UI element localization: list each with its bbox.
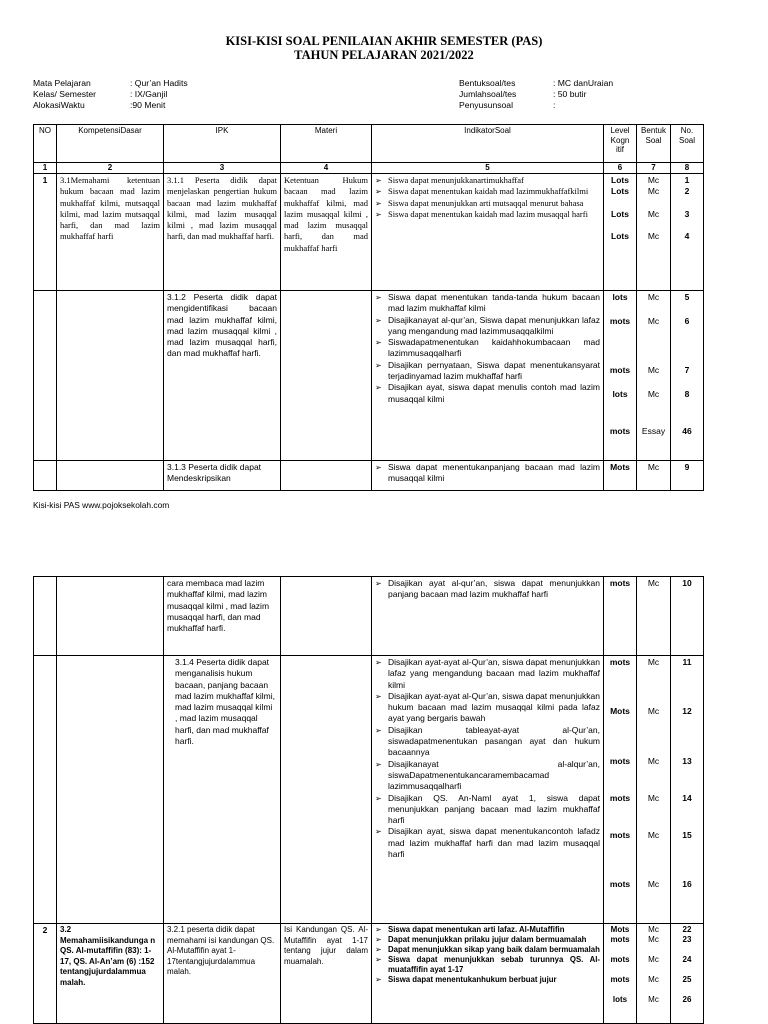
list-item: ➢ Disajikan ayat, siswa dapat menulis contoh mad lazim musaqqal kilmi xyxy=(375,382,600,405)
indikator-list xyxy=(375,578,600,601)
list-item: ➢ Disajikanayat al-qur’an, Siswa dapat menunjukkan lafaz yang mengandung mad lazimmusaqqalkilmi xyxy=(375,315,600,338)
list-item: ➢ Disajikanayat al-alqur’an, siswaDapatmenentukancaramembacamad lazimmusaqqalharfi xyxy=(375,759,600,793)
list-item: ➢ Disajikan ayat, siswa dapat menentukancontoh lafadz mad lazim mukhaffaf harfi dan mad lazim musaqqal harfi xyxy=(375,826,600,860)
header-indikator: IndikatorSoal xyxy=(372,125,604,163)
list-item: ➢ Siswa dapat menunjukkan sebab turunnya QS. Al-muataffifin ayat 1-17 xyxy=(375,955,600,975)
indikator-list xyxy=(375,175,600,220)
table-row: 1 3.1Memahami ketentuan hukum bacaan mad lazim mukhaffaf kilmi, mutsaqqal kilmi, mad lazim mutsaqqal harfi, dan mad lazim mukhaffaf harfi 3.1.1 Peserta didik dapat menjelaskan pengertian hukum bacaan mad lazim mukhaffaf kilmi, mad lazim musaqqal kilmi , mad lazim musaqqal harfi, dan mad mukhaffaf harfi. Ketentuan Hukum bacaan mad lazim mukhaffaf kilmi, mad lazim musaqqal kilmi , mad lazim musaqqal harfi, dan mad mukhaffaf harfi ➢ Siswa dapat menunjukkanartimukhaffaf ➢ Siswa dapat menentukan kaidah mad lazimmukhaffafkilmi ➢ Siswa dapat menunjukkan arti mutsaqqal menurut bahasa ➢ Siswa dapat menentukan kaidah mad lazim musaqqal harfi Lots Lots Lots Lots Mc Mc Mc Mc 1 2 3 4 xyxy=(34,174,704,291)
kisi-table-page1 xyxy=(33,124,704,491)
table-row: 3.1.4 Peserta didik dapat menganalisis hukum bacaan, panjang bacaan mad lazim mukhaffaf kilmi, mad lazim musaqqal kilmi , mad lazim musaqqal harfi, dan mad mukhaffaf harfi. ➢ Disajikan ayat-ayat al-Qur’an, siswa dapat menunjukkan lafaz yang mengandung bacaan mad lazim mukhaffaf kilmi ➢ Disajikan ayat-ayat al-Qur’an, siswa dapat menunjukkan hukum bacaan mad lazim musaqqal kilmi pada lafaz ayat yang bergaris bawah ➢ Disajikan tableayat-ayat al-Qur’an, siswadapatmenentukan pasangan ayat dan hukum bacaannya ➢ Disajikanayat al-alqur’an, siswaDapatmenentukancaramembacamad lazimmusaqqalharfi ➢ Disajikan QS. An-Naml ayat 1, siswa dapat menunjukkan panjang bacaan mad lazim mukhaffaf harfi ➢ Disajikan ayat, siswa dapat menentukancontoh lafadz mad lazim mukhaffaf harfi dan mad lazim musaqqal harfi mots Mots mots mots mots mots Mc Mc Mc Mc Mc Mc 11 12 13 14 15 16 xyxy=(34,656,704,924)
list-item: ➢ Disajikan pernyataan, Siswa dapat menentukansyarat terjadinyamad lazim mukhaffaf harfi xyxy=(375,360,600,383)
list-item: ➢ Disajikan ayat-ayat al-Qur’an, siswa dapat menunjukkan lafaz yang mengandung bacaan mad lazim mukhaffaf kilmi xyxy=(375,657,600,691)
list-item: ➢ Siswa dapat menunjukkan arti mutsaqqal menurut bahasa xyxy=(375,198,600,209)
list-item: ➢ Siswa dapat menentukanhukum berbuat jujur xyxy=(375,975,600,985)
list-item: ➢ Siswadapatmenentukan kaidahhokumbacaan mad lazimmusaqqalharfi xyxy=(375,337,600,360)
list-item: ➢ Dapat menunjukkan prilaku jujur dalam bermuamalah xyxy=(375,935,600,945)
list-item: ➢ Dapat menunjukkan sikap yang baik dalam bermuamalah xyxy=(375,945,600,955)
table-row: 3.1.3 Peserta didik dapat Mendeskripsikan ➢ Siswa dapat menentukanpanjang bacaan mad lazim musaqqal kilmi Mots Mc 9 xyxy=(34,461,704,491)
meta-left: Mata Pelajaran : Qur’an Hadits Kelas/ Semester : IX/Ganjil AlokasiWaktu :90 Menit xyxy=(33,78,188,110)
list-item: ➢ Siswa dapat menentukan kaidah mad lazimmukhaffafkilmi xyxy=(375,186,600,197)
list-item: ➢ Disajikan tableayat-ayat al-Qur’an, siswadapatmenentukan pasangan ayat dan hukum bacaannya xyxy=(375,725,600,759)
indikator-list xyxy=(375,292,600,405)
document-title: KISI-KISI SOAL PENILAIAN AKHIR SEMESTER (PAS) xyxy=(225,34,543,48)
indikator-list xyxy=(375,925,600,985)
footer-note: Kisi-kisi PAS www.pojoksekolah.com xyxy=(33,500,170,510)
list-item: ➢ Disajikan ayat-ayat al-Qur’an, siswa dapat menunjukkan hukum bacaan mad lazim musaqqal kilmi pada lafaz ayat yang bergaris bawah xyxy=(375,691,600,725)
meta-right: Bentuksoal/tes : MC danUraian Jumlahsoal/tes : 50 butir Penyusunsoal : xyxy=(459,78,614,110)
header-kd: KompetensiDasar xyxy=(57,125,164,163)
list-item: ➢ Disajikan ayat al-qur’an, siswa dapat menunjukkan panjang bacaan mad lazim mukhaffaf harfi xyxy=(375,578,600,601)
header-nosoal: No. Soal xyxy=(671,125,704,163)
list-item: ➢ Siswa dapat menunjukkanartimukhaffaf xyxy=(375,175,600,186)
header-ipk: IPK xyxy=(164,125,281,163)
document-subtitle: TAHUN PELAJARAN 2021/2022 xyxy=(294,48,474,62)
kisi-table-page2 xyxy=(33,576,704,1024)
header-bentuk: Bentuk Soal xyxy=(637,125,671,163)
indikator-list xyxy=(375,462,600,485)
column-number-row: 1 2 3 4 5 6 7 8 xyxy=(34,163,704,174)
list-item: ➢ Siswa dapat menentukanpanjang bacaan mad lazim musaqqal kilmi xyxy=(375,462,600,485)
table-row: cara membaca mad lazim mukhaffaf kilmi, mad lazim musaqqal kilmi , mad lazim musaqqal harfi, dan mad mukhaffaf harfi. ➢ Disajikan ayat al-qur’an, siswa dapat menunjukkan panjang bacaan mad lazim mukhaffaf harfi mots Mc 10 xyxy=(34,577,704,656)
document-page-2 xyxy=(0,545,768,1024)
header-no: NO xyxy=(34,125,57,163)
table-row: 3.1.2 Peserta didik dapat mengidentifikasi bacaan mad lazim mukhaffaf kilmi, mad lazim musaqqal kilmi , mad lazim musaqqal harfi, dan mad mukhaffaf harfi. ➢ Siswa dapat menentukan tanda-tanda hukum bacaan mad lazim mukhaffaf kilmi ➢ Disajikanayat al-qur’an, Siswa dapat menunjukkan lafaz yang mengandung mad lazimmusaqqalkilmi ➢ Siswadapatmenentukan kaidahhokumbacaan mad lazimmusaqqalharfi ➢ Disajikan pernyataan, Siswa dapat menentukansyarat terjadinyamad lazim mukhaffaf harfi ➢ Disajikan ayat, siswa dapat menulis contoh mad lazim musaqqal kilmi lots mots mots lots mots Mc Mc Mc Mc Essay 5 6 7 8 46 xyxy=(34,291,704,461)
list-item: ➢ Siswa dapat menentukan tanda-tanda hukum bacaan mad lazim mukhaffaf kilmi xyxy=(375,292,600,315)
table-row: 2 3.2 Memahamiisikandunga n QS. Al-mutaffifin (83): 1-17, QS. Al-An’am (6) :152 tentangjujurdalammua malah. 3.2.1 peserta didik dapat memahami isi kandungan QS. Al-Mutaffifin ayat 1-17tentangjujurdalammua malah. Isi Kandungan QS. Al-Mutaffifin ayat 1-17 tentang jujur dalam muamalah. ➢ Siswa dapat menentukan arti lafaz. Al-Mutaffifin ➢ Dapat menunjukkan prilaku jujur dalam bermuamalah ➢ Dapat menunjukkan sikap yang baik dalam bermuamalah ➢ Siswa dapat menunjukkan sebab turunnya QS. Al-muataffifin ayat 1-17 ➢ Siswa dapat menentukanhukum berbuat jujur Mots mots mots mots lots Mc Mc Mc Mc Mc 22 23 24 25 26 xyxy=(34,924,704,1024)
header-materi: Materi xyxy=(281,125,372,163)
header-level: Level Kogn itif xyxy=(604,125,637,163)
list-item: ➢ Siswa dapat menentukan arti lafaz. Al-Mutaffifin xyxy=(375,925,600,935)
list-item: ➢ Disajikan QS. An-Naml ayat 1, siswa dapat menunjukkan panjang bacaan mad lazim mukhaffaf harfi xyxy=(375,793,600,827)
list-item: ➢ Siswa dapat menentukan kaidah mad lazim musaqqal harfi xyxy=(375,209,600,220)
indikator-list xyxy=(375,657,600,860)
table-header-row xyxy=(34,125,704,163)
